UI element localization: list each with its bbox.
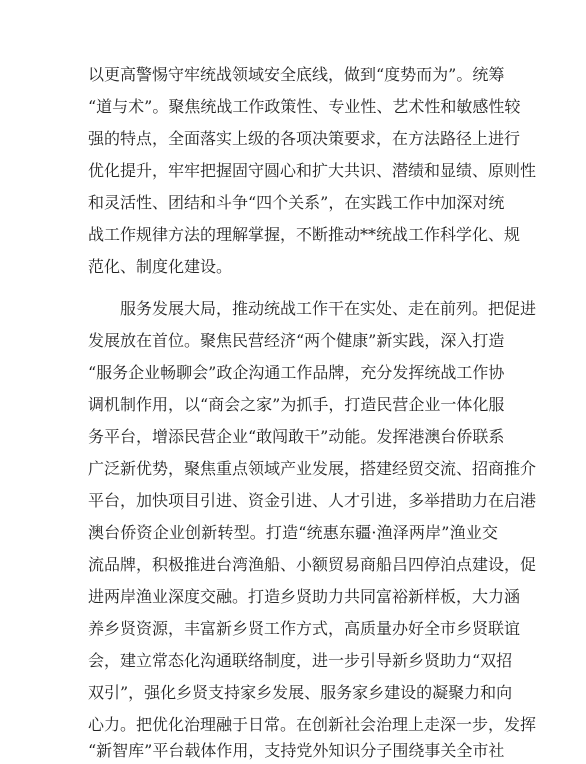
text-line: “道与术”。聚焦统战工作政策性、专业性、艺术性和敏感性较 — [88, 97, 521, 116]
text-line: 范化、制度化建设。 — [88, 257, 233, 276]
text-line: 服务发展大局，推动统战工作干在实处、走在前列。把促进 — [120, 299, 537, 318]
text-line: 和灵活性、团结和斗争“四个关系”，在实践工作中加深对统 — [88, 193, 505, 212]
text-line: 广泛新优势，聚焦重点领域产业发展，搭建经贸交流、招商推介 — [88, 459, 537, 478]
text-line: 发展放在首位。聚焦民营经济“两个健康”新实践，深入打造 — [88, 331, 505, 350]
text-line: 会，建立常态化沟通联络制度，进一步引导新乡贤助力“双招 — [88, 651, 513, 670]
text-line: 强的特点，全面落实上级的各项决策要求，在方法路径上进行 — [88, 129, 521, 148]
text-line: 平台，加快项目引进、资金引进、人才引进，多举措助力在启港 — [88, 491, 537, 510]
text-line: “服务企业畅聊会”政企沟通工作品牌，充分发挥统战工作协 — [88, 363, 505, 382]
text-line: 心力。把优化治理融于日常。在创新社会治理上走深一步，发挥 — [88, 715, 537, 734]
text-line: 以更高警惕守牢统战领域安全底线，做到“度势而为”。统筹 — [88, 65, 505, 84]
text-line: 进两岸渔业深度交融。打造乡贤助力共同富裕新样板，大力涵 — [88, 587, 521, 606]
text-line: 流品牌，积极推进台湾渔船、小额贸易商船吕四停泊点建设，促 — [88, 555, 537, 574]
text-line: 战工作规律方法的理解掌握，不断推动**统战工作科学化、规 — [88, 225, 521, 244]
text-line: 调机制作用，以“商会之家”为抓手，打造民营企业一体化服 — [88, 395, 505, 414]
text-line: 澳台侨资企业创新转型。打造“统惠东疆·渔泽两岸”渔业交 — [88, 523, 498, 542]
text-line: 务平台，增添民营企业“敢闯敢干”动能。发挥港澳台侨联系 — [88, 427, 505, 446]
text-line: 双引”，强化乡贤支持家乡发展、服务家乡建设的凝聚力和向 — [88, 683, 513, 702]
text-line: “新智库”平台载体作用，支持党外知识分子围绕事关全市社 — [88, 741, 505, 760]
text-line: 优化提升，牢牢把握固守圆心和扩大共识、潜绩和显绩、原则性 — [88, 161, 537, 180]
text-line: 养乡贤资源，丰富新乡贤工作方式，高质量办好全市乡贤联谊 — [88, 619, 521, 638]
